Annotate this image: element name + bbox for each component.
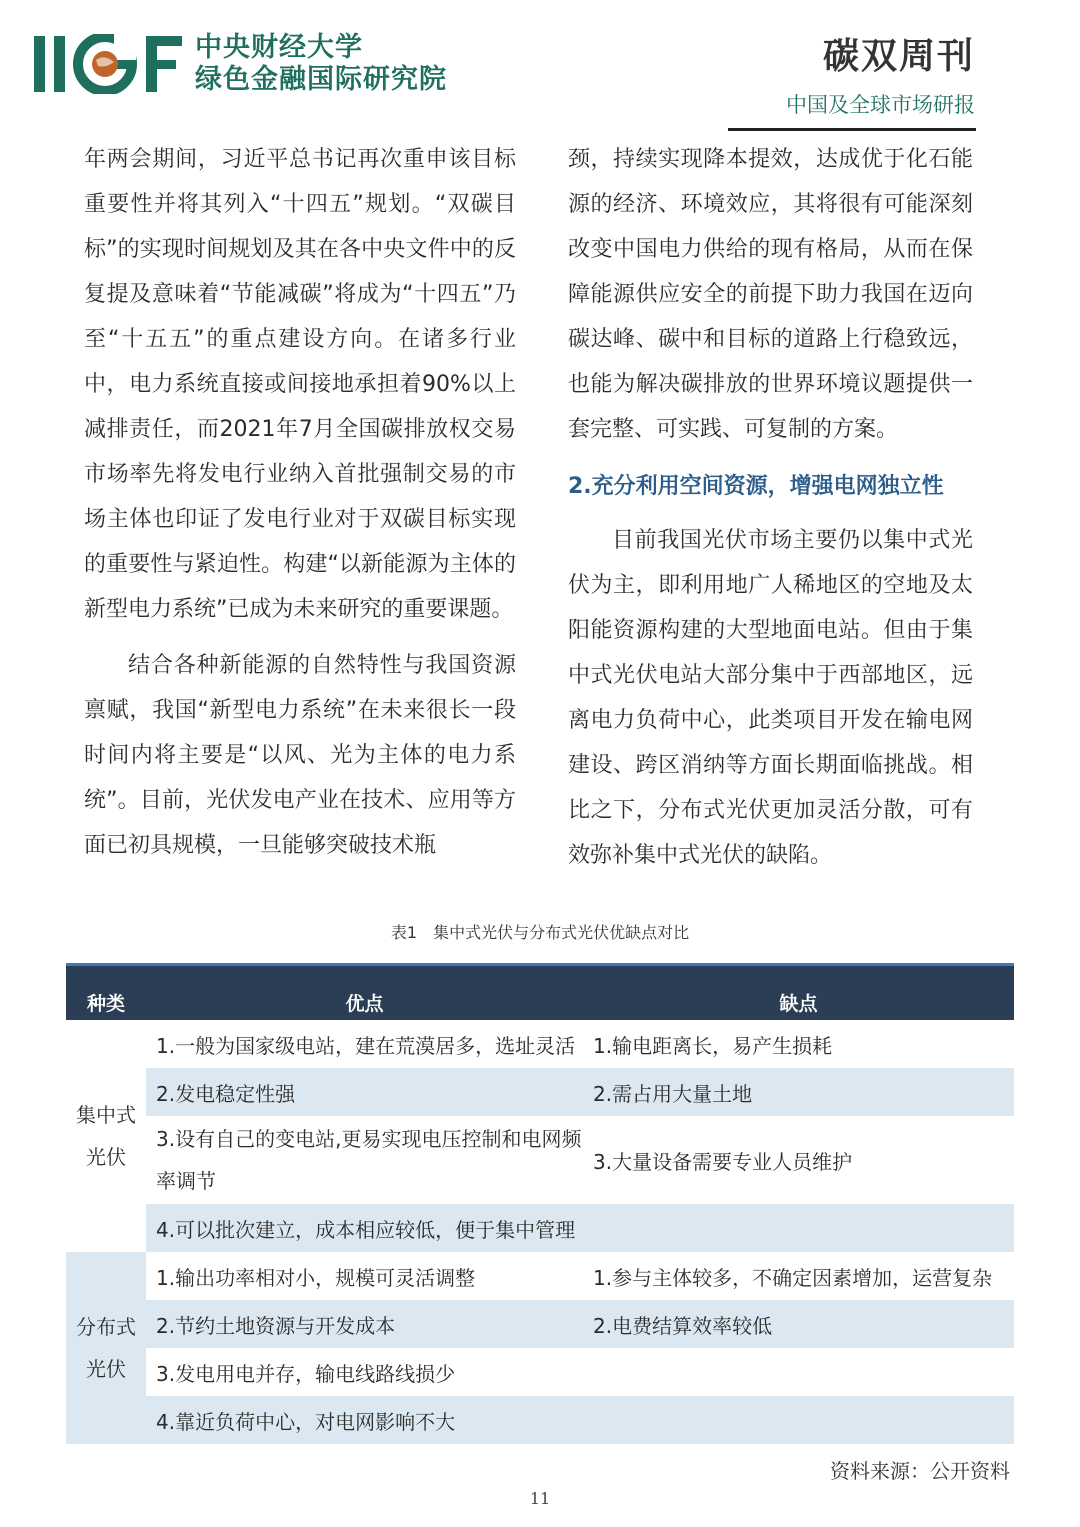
con-cell	[583, 1348, 1014, 1396]
page-number: 11	[529, 1489, 551, 1508]
right-column	[568, 137, 973, 878]
source-note: 资料来源：公开资料	[830, 1459, 1010, 1483]
left-paragraph-1: 年两会期间，习近平总书记再次重申该目标重要性并将其列入“十四五”规划。“双碳目标”的实现时间规划及其在各中央文件中的反复提及意味着“节能减碳”将成为“十四五”乃至“十五五”的重点建设方向。在诸多行业中，电力系统直接或间接地承担着90%以上减排责任，而2021年7月全国碳排放权交易市场率先将发电行业纳入首批强制交易的市场主体也印证了发电行业对于双碳目标实现的重要性与紧迫性。构建“以新能源为主体的新型电力系统”已成为未来研究的重要课题。	[84, 147, 516, 622]
organization-name	[195, 32, 447, 96]
right-paragraph-2: 目前我国光伏市场主要仍以集中式光伏为主，即利用地广人稀地区的空地及太阳能资源构建的大型地面电站。但由于集中式光伏电站大部分集中于西部地区，远离电力负荷中心，此类项目开发在输电网建设、跨区消纳等方面长期面临挑战。相比之下，分布式光伏更加灵活分散，可有效弥补集中式光伏的缺陷。	[568, 528, 973, 868]
left-column	[84, 137, 516, 868]
table-row	[66, 1068, 1014, 1116]
pro-cell: 4.靠近负荷中心，对电网影响不大	[146, 1396, 583, 1444]
table-row	[66, 1396, 1014, 1444]
table-row	[66, 1300, 1014, 1348]
left-paragraph-2: 结合各种新能源的自然特性与我国资源禀赋，我国“新型电力系统”在未来很长一段时间内将主要是“以风、光为主体的电力系统”。目前，光伏发电产业在技术、应用等方面已初具规模，一旦能够突破技术瓶	[84, 653, 516, 858]
table-row	[66, 1020, 1014, 1068]
con-cell: 2.需占用大量土地	[583, 1068, 1014, 1116]
con-cell: 2.电费结算效率较低	[583, 1300, 1014, 1348]
category-centralized: 集中式 光伏	[76, 1103, 136, 1169]
comparison-table	[66, 963, 1014, 1444]
pro-cell: 2.节约土地资源与开发成本	[146, 1300, 583, 1348]
con-cell: 1.参与主体较多，不确定因素增加，运营复杂	[593, 1265, 993, 1290]
publication-subtitle: 中国及全球市场研报	[786, 93, 975, 117]
iigf-logo-mark	[34, 34, 184, 94]
table-row	[66, 1252, 1014, 1300]
table-row	[66, 1348, 1014, 1396]
table-caption: 表1 集中式光伏与分布式光伏优缺点对比	[390, 923, 690, 942]
con-cell: 3.大量设备需要专业人员维护	[593, 1149, 853, 1174]
org-line-2: 绿色金融国际研究院	[195, 64, 447, 95]
table-row	[66, 1116, 1014, 1204]
con-cell: 1.输电距离长，易产生损耗	[593, 1033, 833, 1058]
publication-title: 碳双周刊	[822, 36, 975, 77]
pro-cell: 3.设有自己的变电站,更易实现电压控制和电网频率调节	[156, 1127, 582, 1193]
header-category: 种类	[66, 965, 146, 1021]
section-heading: 2.充分利用空间资源，增强电网独立性	[568, 474, 944, 499]
header-pros: 优点	[146, 965, 583, 1021]
header-cons: 缺点	[583, 965, 1014, 1021]
pro-cell: 4.可以批次建立，成本相应较低，便于集中管理	[146, 1204, 583, 1252]
org-line-1: 中央财经大学	[195, 32, 363, 63]
pro-cell: 2.发电稳定性强	[146, 1068, 583, 1116]
con-cell	[583, 1204, 1014, 1252]
publication-block	[786, 28, 975, 119]
right-paragraph-1: 颈，持续实现降本提效，达成优于化石能源的经济、环境效应，其将很有可能深刻改变中国电力供给的现有格局，从而在保障能源供应安全的前提下助力我国在迈向碳达峰、碳中和目标的道路上行稳致远，也能为解决碳排放的世界环境议题提供一套完整、可实践、可复制的方案。	[568, 147, 973, 442]
pro-cell: 1.输出功率相对小，规模可灵活调整	[156, 1265, 476, 1290]
con-cell	[583, 1396, 1014, 1444]
table-header-row	[66, 965, 1014, 1021]
header-rule	[728, 128, 976, 131]
pro-cell: 3.发电用电并存，输电线路线损少	[156, 1361, 456, 1386]
table-row	[66, 1204, 1014, 1252]
category-distributed: 分布式 光伏	[66, 1252, 146, 1444]
pro-cell: 1.一般为国家级电站，建在荒漠居多，选址灵活	[156, 1033, 576, 1058]
